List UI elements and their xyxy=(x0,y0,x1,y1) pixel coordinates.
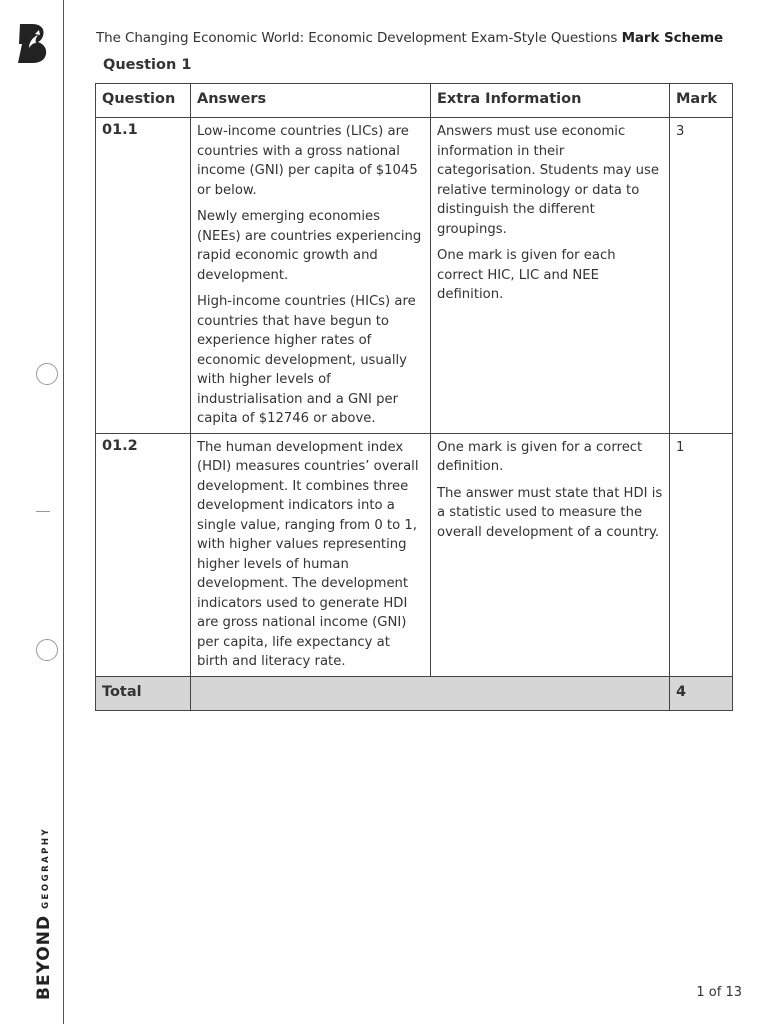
answers-cell xyxy=(191,433,431,676)
extra-information-paragraph: Answers must use economic information in their categorisation. Students may use relative terminology or data to distinguish the different groupings. xyxy=(437,124,659,237)
answer-paragraph: Newly emerging economies (NEEs) are countries experiencing rapid economic growth and development. xyxy=(197,209,422,283)
table-row xyxy=(96,433,733,676)
answer-paragraph: The human development index (HDI) measures countries’ overall development. It combines three development indicators into a single value, ranging from 0 to 1, with higher values representing higher levels of human development. The development indicators used to generate HDI are gross national income (GNI) per capita, life expectancy at birth and literacy rate. xyxy=(197,439,419,669)
total-row xyxy=(96,676,733,710)
margin-line xyxy=(63,0,64,1024)
total-label: Total xyxy=(96,676,191,710)
extra-information-cell xyxy=(431,118,670,434)
table-header-row xyxy=(96,84,733,118)
answers-cell xyxy=(191,118,431,434)
column-header-question: Question xyxy=(96,84,191,118)
brand-name: BEYOND xyxy=(34,914,54,1000)
document-header xyxy=(96,30,723,46)
mark-cell: 3 xyxy=(670,118,733,434)
punch-hole-top xyxy=(36,363,58,385)
brand-wordmark xyxy=(34,827,54,1000)
question-title: Question 1 xyxy=(103,57,192,73)
column-header-extra-information: Extra Information xyxy=(431,84,670,118)
extra-information-cell xyxy=(431,433,670,676)
total-mark: 4 xyxy=(670,676,733,710)
total-filler-cell xyxy=(191,676,670,710)
extra-information-paragraph: One mark is given for a correct definition. xyxy=(437,439,643,474)
answer-paragraph: Low-income countries (LICs) are countries with a gross national income (GNI) per capita of $1045 or below. xyxy=(197,124,418,198)
mark-scheme-table xyxy=(95,83,733,711)
answer-paragraph: High-income countries (HICs) are countries that have begun to experience higher rates of economic development, usually with higher levels of industrialisation and a GNI per capita of $12746 or above. xyxy=(197,294,416,426)
brand-subject: GEOGRAPHY xyxy=(41,826,51,909)
mark-cell: 1 xyxy=(670,433,733,676)
header-suffix: Mark Scheme xyxy=(621,30,724,46)
page-number: 1 of 13 xyxy=(696,985,742,1000)
beyond-logo-icon xyxy=(16,22,50,64)
header-title: The Changing Economic World: Economic Development Exam-Style Questions xyxy=(96,30,618,46)
question-number: 01.1 xyxy=(96,118,191,434)
column-header-answers: Answers xyxy=(191,84,431,118)
extra-information-paragraph: One mark is given for each correct HIC, LIC and NEE definition. xyxy=(437,248,616,302)
extra-information-paragraph: The answer must state that HDI is a statistic used to measure the overall development of a country. xyxy=(437,485,663,540)
punch-hole-bottom xyxy=(36,639,58,661)
column-header-mark: Mark xyxy=(670,84,733,118)
question-number: 01.2 xyxy=(96,433,191,676)
fold-mark xyxy=(36,511,50,512)
table-row xyxy=(96,118,733,434)
